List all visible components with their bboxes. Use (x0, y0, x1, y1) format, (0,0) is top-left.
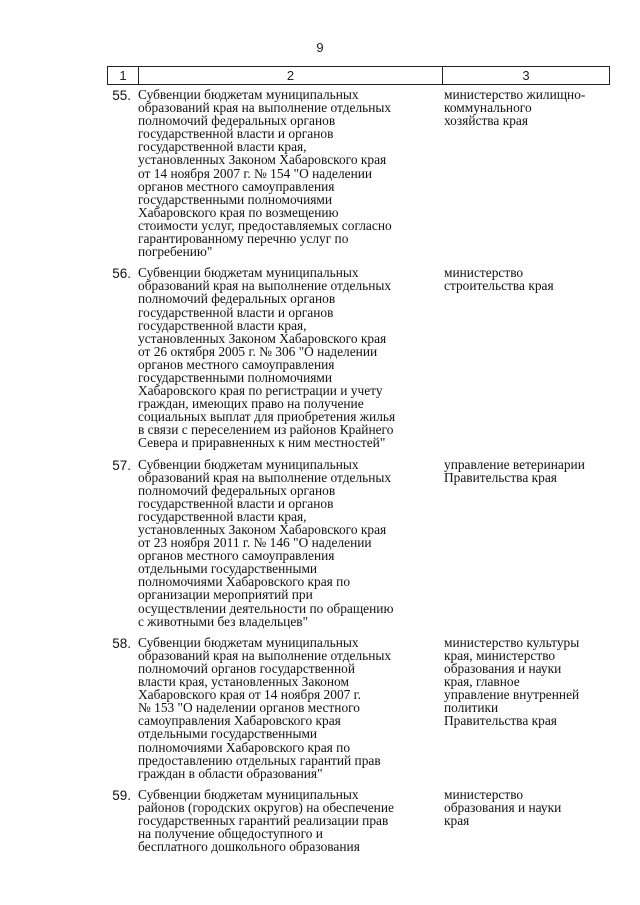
page-number: 9 (316, 40, 324, 55)
row-description: Субвенции бюджетам муниципальных образований края на выполнение отдельных полномочий федеральных органов государственной власти и органов государственной власти края, установленных Законом Хабаровского края от 14 ноября 2007 г. № 154 "О наделении органов местного самоуправления государственными полномочиями Хабаровского края по возмещению стоимости услуг, предоставляемых согласно гарантированному перечню услуг по погребению" (138, 87, 392, 260)
row-executor: министерство жилищно- коммунального хозяйства края (444, 87, 586, 129)
header-col-description: 2 (139, 67, 443, 85)
row-description: Субвенции бюджетам муниципальных образований края на выполнение отдельных полномочий федеральных органов государственной власти и органов государственной власти края, установленных Законом Хабаровского края от 26 октября 2005 г. № 306 "О наделении органов местного самоуправления государственными полномочиями Хабаровского края по регистрации и учету граждан, имеющих право на получение социальных выплат для приобретения жилья в связи с переселением из районов Крайнего Севера и приравненных к ним местностей" (138, 265, 396, 451)
row-description: Субвенции бюджетам муниципальных районов (городских округов) на обеспечение государственных гарантий реализации прав на получение общедоступного и бесплатного дошкольного образования (138, 786, 394, 855)
row-number: 55. (112, 88, 131, 103)
row-description: Субвенции бюджетам муниципальных образований края на выполнение отдельных полномочий федеральных органов государственной власти и органов государственной власти края, установленных Законом Хабаровского края от 23 ноября 2011 г. № 146 "О наделении органов местного самоуправления отдельными государственными полномочиями Хабаровского края по организации мероприятий при осуществлении деятельности по обращению с животными без владельцев" (138, 456, 394, 629)
row-description: Субвенции бюджетам муниципальных образований края на выполнение отдельных полномочий органов государственной власти края, установленных Законом Хабаровского края от 14 ноября 2007 г. № 153 "О наделении органов местного самоуправления Хабаровского края отдельными государственными полномочиями Хабаровского края по предоставлению отдельных гарантий прав граждан в области образования" (138, 634, 392, 781)
row-number: 57. (112, 457, 131, 473)
table-row (107, 458, 609, 628)
header-col-executor: 3 (443, 67, 610, 85)
table-body (107, 88, 609, 861)
header-row (108, 67, 610, 85)
table-row (107, 636, 609, 780)
row-number: 58. (112, 635, 131, 651)
row-executor: министерство строительства края (444, 265, 554, 294)
table-header (107, 66, 610, 85)
header-col-number: 1 (108, 67, 139, 85)
row-executor: министерство образования и науки края (444, 786, 562, 828)
table-row (107, 266, 609, 449)
row-number: 56. (112, 266, 131, 282)
table-row (107, 788, 609, 853)
row-number: 59. (112, 787, 131, 803)
row-executor: управление ветеринарии Правительства края (444, 456, 585, 485)
row-executor: министерство культуры края, министерство образования и науки края, главное управление внутренней политики Правительства края (444, 634, 580, 729)
table-row (107, 88, 609, 258)
